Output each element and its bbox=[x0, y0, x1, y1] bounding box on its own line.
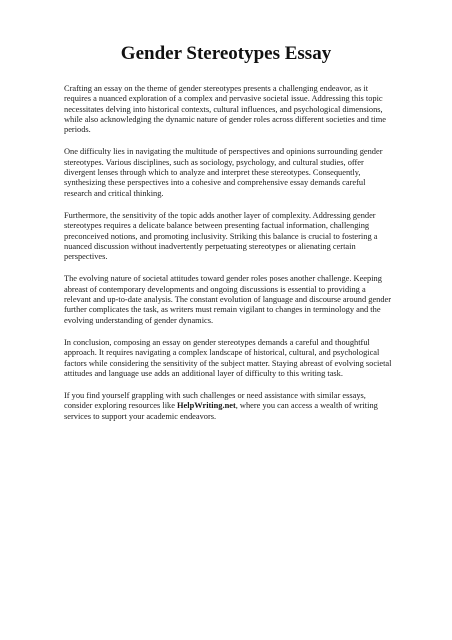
closing-text-after: , where you can access a wealth of writing services to support your academic endeavors. bbox=[64, 401, 378, 421]
closing-text-before: If you find yourself grappling with such challenges or need assistance with similar essays, consider exploring resources like bbox=[64, 391, 366, 411]
document-title: Gender Stereotypes Essay bbox=[120, 43, 332, 64]
paragraph-2: One difficulty lies in navigating the multitude of perspectives and opinions surrounding gender stereotypes. Various disciplines, such as sociology, psychology, and cultural studies, offer divergent lenses through which to analyze and interpret these stereotypes. Consequently, synthesizing these perspectives into a cohesive and comprehensive essay demands careful research and critical thinking. bbox=[64, 147, 383, 198]
paragraph-3: Furthermore, the sensitivity of the topic adds another layer of complexity. Addressing gender stereotypes requires a delicate balance between presenting factual information, challenging preconceived notions, and promoting inclusivity. Striking this balance is crucial to fostering a nuanced discussion without inadvertently perpetuating stereotypes or alienating certain perspectives. bbox=[64, 210, 378, 262]
paragraph-5: In conclusion, composing an essay on gender stereotypes demands a careful and thoughtful approach. It requires navigating a complex landscape of historical, cultural, and psychological factors while considering the sensitivity of the subject matter. Staying abreast of evolving societal attitudes and language use adds an additional layer of difficulty to this writing task. bbox=[64, 337, 392, 378]
document-body bbox=[64, 84, 392, 434]
closing-paragraph bbox=[64, 391, 392, 422]
paragraph-4: The evolving nature of societal attitudes toward gender roles poses another challenge. Keeping abreast of contemporary developments and ongoing discussions is essential to providing a relevant and up-to-date analysis. The constant evolution of language and discourse around gender further complicates the task, as writers must remain vigilant to changes in terminology and the evolving understanding of gender dynamics. bbox=[64, 274, 392, 325]
paragraph-1: Crafting an essay on the theme of gender stereotypes presents a challenging endeavor, as it requires a nuanced exploration of a complex and pervasive societal issue. Addressing this topic necessitates delving into historical contexts, cultural influences, and psychological dimensions, while also acknowledging the dynamic nature of gender roles across different societies and time periods. bbox=[64, 84, 386, 135]
helpwriting-link[interactable]: HelpWriting.net bbox=[177, 401, 236, 411]
